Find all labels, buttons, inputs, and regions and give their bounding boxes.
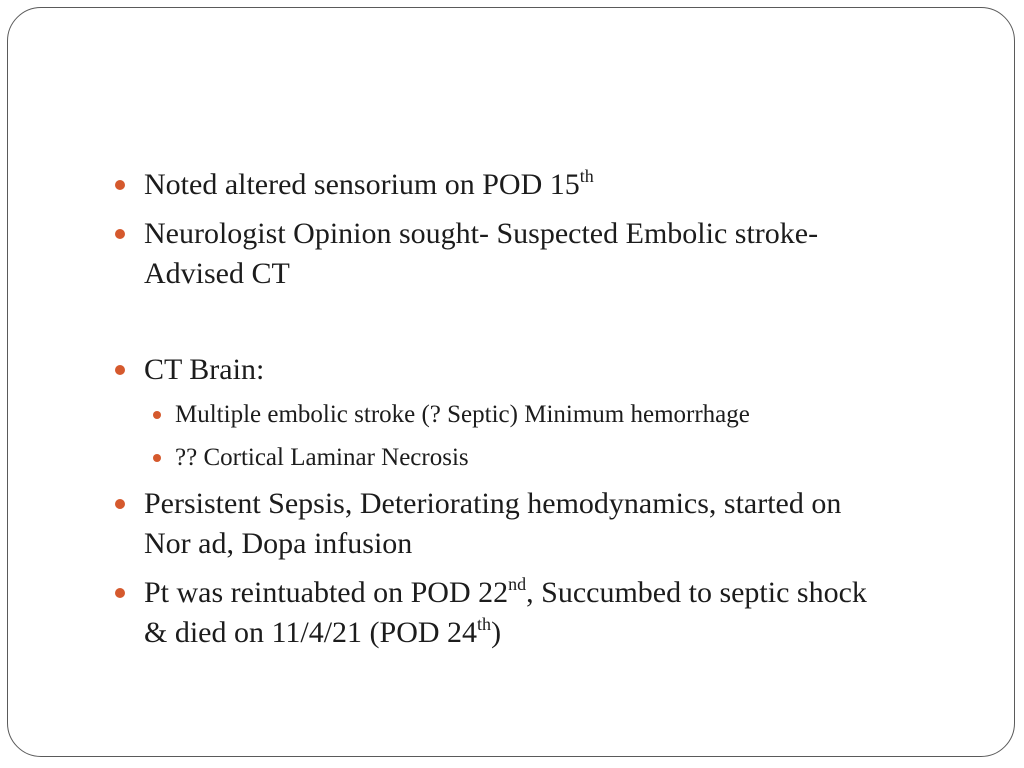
superscript: th [477,614,492,634]
sub-bullet-text: ?? Cortical Laminar Necrosis [175,444,469,471]
superscript: th [579,166,594,186]
bullet-dot-icon [115,499,125,509]
bullet-text-line1: Pt was reintuabted on POD 22nd, Succumbed to septic shock [144,574,867,609]
bullet-text-line1: Neurologist Opinion sought- Suspected Embolic stroke- [144,217,819,250]
bullet-text-line2: Nor ad, Dopa infusion [144,527,413,560]
bullet-text-line1: Persistent Sepsis, Deteriorating hemodynamics, started on [144,487,842,520]
superscript: nd [508,574,527,594]
bullet-dot-icon [115,229,125,239]
bullet-dot-icon [115,180,125,190]
bullet-dot-icon [115,365,125,375]
bullet-dot-icon [153,411,161,419]
bullet-text-line2: & died on 11/4/21 (POD 24th) [144,614,502,649]
bullet-text-line2: Advised CT [144,257,290,290]
bullet-dot-icon [115,588,125,598]
sub-bullet-text: Multiple embolic stroke (? Septic) Minimum hemorrhage [175,401,750,428]
bullet-text: CT Brain: [144,353,265,386]
bullet-text: Noted altered sensorium on POD 15th [144,166,594,201]
bullet-dot-icon [153,454,161,462]
